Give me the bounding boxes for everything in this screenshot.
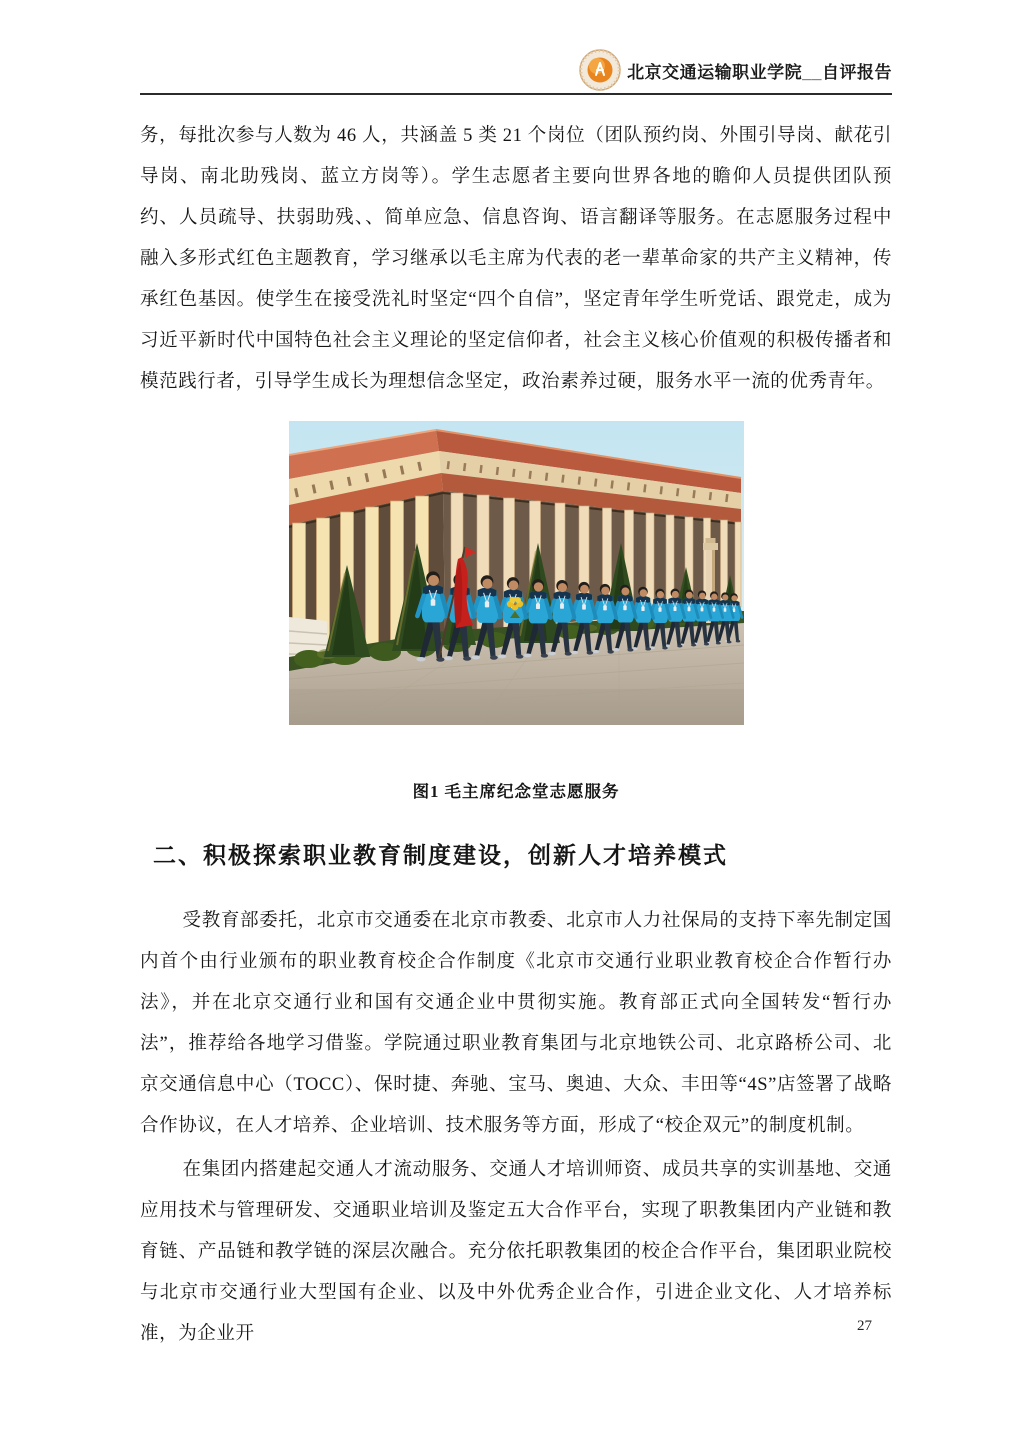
memorial-hall-photo xyxy=(289,421,744,725)
college-emblem-icon xyxy=(579,49,621,91)
page-number: 27 xyxy=(857,1318,872,1334)
paragraph-2: 受教育部委托，北京市交通委在北京市教委、北京市人力社保局的支持下率先制定国内首个由行业颁布的职业教育校企合作制度《北京市交通行业职业教育校企合作暂行办法》，并在北京交通行业和国有交通企业中贯彻实施。教育部正式向全国转发“暂行办法”，推荐给各地学习借鉴。学院通过职业教育集团与北京地铁公司、北京路桥公司、北京交通信息中心（TOCC）、保时捷、奔驰、宝马、奥迪、大众、丰田等“4S”店签署了战略合作协议，在人才培养、企业培训、技术服务等方面，形成了“校企双元”的制度机制。 xyxy=(140,911,892,1136)
page-header xyxy=(140,48,892,95)
header-rule xyxy=(140,93,892,95)
header-title: 北京交通运输职业学院__自评报告 xyxy=(627,62,892,82)
paragraph-3: 在集团内搭建起交通人才流动服务、交通人才培训师资、成员共享的实训基地、交通应用技术与管理研发、交通职业培训及鉴定五大合作平台，实现了职教集团内产业链和教育链、产品链和教学链的深层次融合。充分依托职教集团的校企合作平台，集团职业院校与北京市交通行业大型国有企业、以及中外优秀企业合作，引进企业文化、人才培养标准，为企业开 xyxy=(140,1160,892,1344)
header-row xyxy=(140,48,892,92)
figure-1 xyxy=(140,421,892,730)
paragraph-1: 务，每批次参与人数为 46 人，共涵盖 5 类 21 个岗位（团队预约岗、外围引导岗、献花引导岗、南北助残岗、蓝立方岗等）。学生志愿者主要向世界各地的瞻仰人员提供团队预约、人员疏导、扶弱助残、、简单应急、信息咨询、语言翻译等服务。在志愿服务过程中融入多形式红色主题教育，学习继承以毛主席为代表的老一辈革命家的共产主义精神，传承红色基因。使学生在接受洗礼时坚定“四个自信”，坚定青年学生听党话、跟党走，成为习近平新时代中国特色社会主义理论的坚定信仰者，社会主义核心价值观的积极传播者和模范践行者，引导学生成长为理想信念坚定，政治素养过硬，服务水平一流的优秀青年。 xyxy=(140,126,892,392)
section-heading: 二、积极探索职业教育制度建设，创新人才培养模式 xyxy=(153,843,728,868)
page-content xyxy=(140,0,892,1355)
figure-caption: 图1 毛主席纪念堂志愿服务 xyxy=(412,782,620,801)
